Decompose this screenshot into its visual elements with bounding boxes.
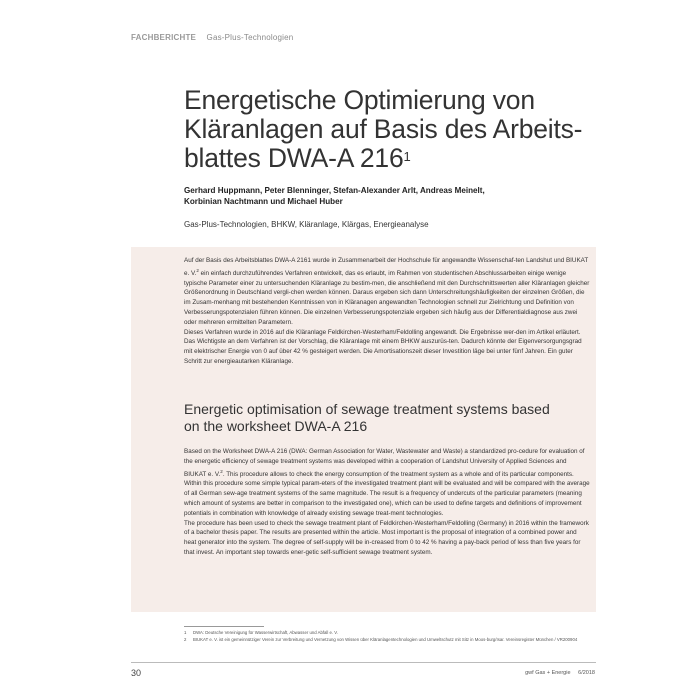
journal-issue: gwf Gas + Energie 6/2018 bbox=[525, 670, 595, 676]
footnote-1-text: DWA: Deutsche Vereinigung für Wasserwirtschaft, Abwasser und Abfall e. V. bbox=[193, 630, 338, 635]
authors-line-2: Korbinian Nachtmann und Michael Huber bbox=[184, 197, 343, 206]
footer-divider bbox=[131, 662, 596, 663]
running-header bbox=[131, 33, 293, 42]
page-number: 30 bbox=[131, 668, 142, 678]
abstract-german bbox=[184, 256, 590, 367]
abstract-english bbox=[184, 447, 590, 558]
footnotes bbox=[184, 630, 590, 643]
title-line-1: Energetische Optimierung von bbox=[184, 85, 535, 115]
title-footnote-mark: 1 bbox=[403, 149, 411, 164]
english-title-line-2: on the worksheet DWA-A 216 bbox=[184, 418, 368, 434]
authors bbox=[184, 185, 584, 207]
abstract-de-p2: Dieses Verfahren wurde in 2016 auf die Kläranlage Feldkirchen-Westerham/Feldolling angewandt. Die Ergebnisse wer-den im Artikel erläutert. Das Wichtigste an dem Verfahren ist der Vorschlag, die Kläranlage mit einem BHKW auszurüs-ten. Dadurch könnte der Eigenversorgungsgrad mit elektrischer Energie von 0 auf über 42 % gesteigert werden. Die Amortisationszeit dieser Investition läge bei unter fünf Jahren. Ein guter Schritt zur energieautarken Kläranlage. bbox=[184, 328, 582, 366]
footnote-divider bbox=[184, 626, 264, 627]
english-title bbox=[184, 401, 564, 435]
footnote-2 bbox=[184, 637, 590, 644]
english-title-line-1: Energetic optimisation of sewage treatment systems based bbox=[184, 401, 550, 417]
abstract-en-p2: The procedure has been used to check the sewage treatment plant of Feldkirchen-Westerham/Feldolling (Germany) in 2016 within the framework of a bachelor thesis paper. The results are presented within the article. Most important is the proposal of integration of a combined power and heat generator into the system. The degree of self-supply will be in-creased from 0 to 42 % having a pay-back period of less than five years for that invest. An important step towards ener-getic self-sufficient sewage treatment system. bbox=[184, 519, 589, 557]
abstract-en-p1b: . This procedure allows to check the energy consumption of the treatment system as a whole and of its particular components. Within this procedure some simple typical param-eters of the investigated treatment plant will be evaluated and will be compared with the average of all German sew-age treatment systems of the same magnitude. The result is a frequency of undercuts of the particular parameters (meaning which amount of systems are better in comparison to the investigated one), which can be used to define targets and definitions of improvement potentials in combination with knowledge of already existing sewage treat-ment technologies. bbox=[184, 470, 590, 517]
abstract-en-p1a: Based on the Worksheet DWA-A 216 (DWA: German Association for Water, Wastewater and Waste) a standardized pro-cedure for evaluation of the energetic efficiency of sewage treatment systems was developed within a cooperation of Landshut University of Applied Sciences and BIUKAT e. V. bbox=[184, 448, 585, 478]
article-title bbox=[184, 86, 604, 173]
abstract-en-footnote-mark: 2 bbox=[220, 468, 223, 474]
keywords: Gas-Plus-Technologien, BHKW, Kläranlage, Klärgas, Energieanalyse bbox=[184, 220, 429, 229]
abstract-de-p1a: Auf der Basis des Arbeitsblattes DWA-A 2161 wurde in Zusammenarbeit der Hochschule für angewandte Wissenschaf-ten Landshut und BIUKAT e. V. bbox=[184, 257, 589, 277]
footnote-2-number: 2 bbox=[184, 636, 187, 642]
title-line-2: Kläranlagen auf Basis des Arbeits- bbox=[184, 114, 583, 144]
abstract-de-p1b: ein einfach durchzuführendes Verfahren entwickelt, das es erlaubt, im Rahmen von studentischen Abschlussarbeiten einige wenige typische Parameter einer zu untersuchenden Kläranlage zu bestim-men, die anschließend mit den Durchschnittswerten aller Kläranlagen gleicher Größenordnung in Deutschland vergli-chen werden können. Daraus ergeben sich dann Unterschreitungshäufigkeiten der einzelnen Größen, die im Zusam-menhang mit bestehenden Kenntnissen von in Kläranagen angewandten Technologien schnell zur Zielrichtung und Definition von Verbesserungspotenzialen führen können. Die einzelnen Verbesserungspotenziale ergeben sich häufig aus der Differentialdiagnose aus zwei oder mehreren ermittelten Parametern. bbox=[184, 269, 590, 326]
authors-line-1: Gerhard Huppmann, Peter Blenninger, Stefan-Alexander Arlt, Andreas Meinelt, bbox=[184, 186, 485, 195]
topic-label: Gas-Plus-Technologien bbox=[206, 33, 294, 42]
abstract-de-footnote-mark: 2 bbox=[196, 267, 199, 273]
footnote-1-number: 1 bbox=[184, 630, 187, 635]
footnote-2-text: BIUKAT e. V. ist ein gemeinnütziger Verein zur Verbreitung und Vernetzung von Wissen über Kläranlagentechnologien und Umweltschutz mit Sitz in Moos-burg/Isar. Vereinsregister München / VR200904 bbox=[193, 636, 578, 642]
section-label: FACHBERICHTE bbox=[131, 33, 197, 42]
title-line-3: blattes DWA-A 216 bbox=[184, 143, 404, 173]
